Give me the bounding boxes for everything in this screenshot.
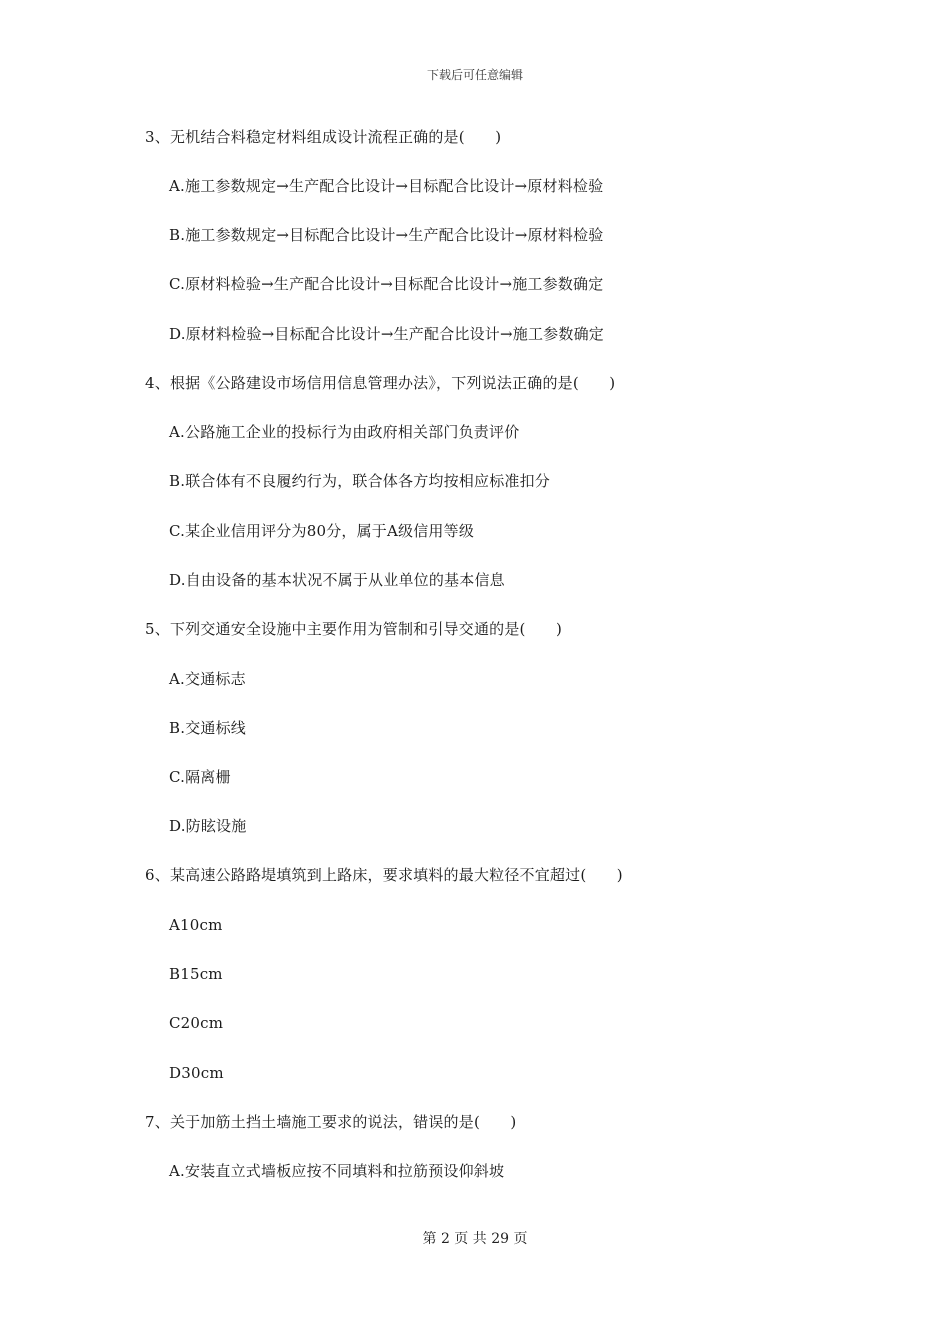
answer-option: D.防眩设施 bbox=[169, 817, 247, 835]
answer-option: C.原材料检验→生产配合比设计→目标配合比设计→施工参数确定 bbox=[169, 275, 604, 293]
answer-option: A.公路施工企业的投标行为由政府相关部门负责评价 bbox=[169, 423, 520, 441]
question-stem: 4、根据《公路建设市场信用信息管理办法》，下列说法正确的是( ) bbox=[145, 374, 616, 392]
answer-option: B.交通标线 bbox=[169, 719, 246, 737]
answer-option: D.自由设备的基本状况不属于从业单位的基本信息 bbox=[169, 571, 505, 589]
answer-option: D30cm bbox=[169, 1064, 224, 1082]
answer-option: A.施工参数规定→生产配合比设计→目标配合比设计→原材料检验 bbox=[169, 177, 604, 195]
question-stem: 7、关于加筋土挡土墙施工要求的说法，错误的是( ) bbox=[145, 1113, 517, 1131]
question-stem: 3、无机结合料稳定材料组成设计流程正确的是( ) bbox=[145, 128, 502, 146]
answer-option: A10cm bbox=[169, 916, 223, 934]
answer-option: A.安装直立式墙板应按不同填料和拉筋预设仰斜坡 bbox=[169, 1162, 505, 1180]
answer-option: C.隔离栅 bbox=[169, 768, 231, 786]
answer-option: B.施工参数规定→目标配合比设计→生产配合比设计→原材料检验 bbox=[169, 226, 604, 244]
question-stem: 5、下列交通安全设施中主要作用为管制和引导交通的是( ) bbox=[145, 620, 563, 638]
answer-option: B.联合体有不良履约行为，联合体各方均按相应标准扣分 bbox=[169, 472, 550, 490]
page-header: 下载后可任意编辑 bbox=[426, 68, 523, 82]
page-number: 第 2 页 共 29 页 bbox=[422, 1231, 528, 1247]
answer-option: D.原材料检验→目标配合比设计→生产配合比设计→施工参数确定 bbox=[169, 325, 604, 343]
answer-option: C20cm bbox=[169, 1014, 224, 1032]
answer-option: C.某企业信用评分为80分，属于A级信用等级 bbox=[169, 522, 475, 540]
answer-option: B15cm bbox=[169, 965, 223, 983]
answer-option: A.交通标志 bbox=[169, 670, 246, 688]
question-stem: 6、某高速公路路堤填筑到上路床，要求填料的最大粒径不宜超过( ) bbox=[145, 866, 623, 884]
